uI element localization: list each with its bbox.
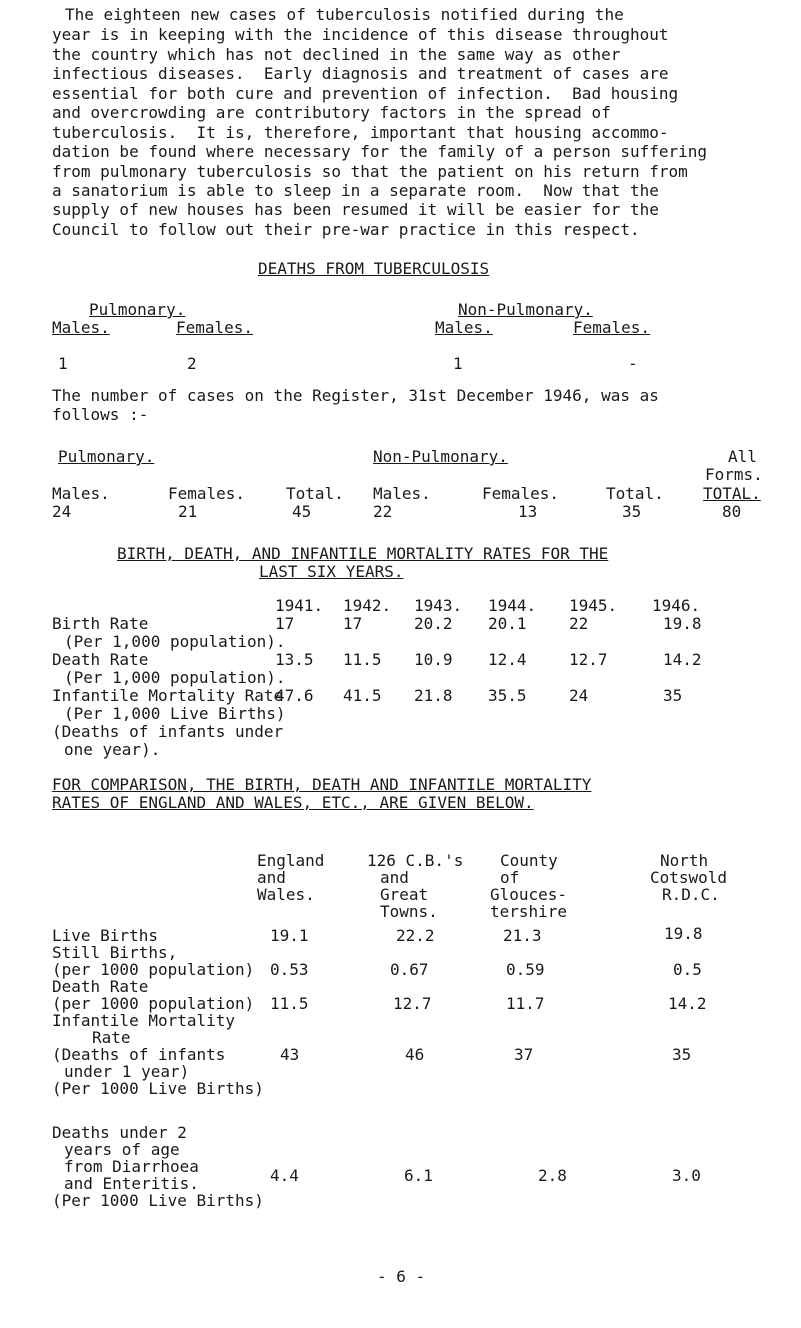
register-header: Females. <box>168 484 246 503</box>
rates-year: 1941. <box>275 596 324 615</box>
pulmonary-males-value: 1 <box>58 354 68 373</box>
rates-year: 1945. <box>569 596 618 615</box>
rates-year: 1946. <box>652 596 701 615</box>
row-label: Still Births, <box>52 943 178 962</box>
row-value: 46 <box>405 1045 425 1064</box>
row-label: (Deaths of infants <box>52 1045 226 1064</box>
register-all-label: All <box>728 447 757 466</box>
column-header-line: Cotswold <box>650 868 728 887</box>
row-label: (Per 1000 Live Births) <box>52 1079 264 1098</box>
infant-rate-value: 35 <box>663 686 683 705</box>
infant-rate-sub: (Per 1,000 Live Births) <box>64 704 286 723</box>
row-value: 19.8 <box>664 924 703 943</box>
birth-rate-value: 20.1 <box>488 614 527 633</box>
row-label: Rate <box>92 1028 131 1047</box>
non-pulmonary-females-label: Females. <box>573 318 651 337</box>
register-header: Males. <box>52 484 110 503</box>
column-header-line: England <box>257 851 325 870</box>
column-header-line: North <box>660 851 709 870</box>
infant-rate-sub: (Deaths of infants under <box>52 722 284 741</box>
non-pulmonary-males-value: 1 <box>453 354 463 373</box>
column-header-line: tershire <box>490 902 568 921</box>
rates-year: 1943. <box>414 596 463 615</box>
row-label: (Per 1000 Live Births) <box>52 1191 264 1210</box>
register-forms-label: Forms. <box>705 465 763 484</box>
death-rate-value: 12.4 <box>488 650 527 669</box>
column-header-line: County <box>500 851 558 870</box>
rates-title: BIRTH, DEATH, AND INFANTILE MORTALITY RATES FOR THE <box>117 544 609 563</box>
register-non-pulmonary-label: Non-Pulmonary. <box>373 447 508 466</box>
death-rate-sub: (Per 1,000 population). <box>64 668 286 687</box>
row-label: from Diarrhoea <box>64 1157 199 1176</box>
death-rate-label: Death Rate <box>52 650 149 669</box>
row-value: 0.59 <box>506 960 545 979</box>
deaths-title: DEATHS FROM TUBERCULOSIS <box>258 259 490 278</box>
paragraph-line: tuberculosis. It is, therefore, important that housing accommo- <box>52 123 669 142</box>
infant-rate-value: 21.8 <box>414 686 453 705</box>
column-header-line: of <box>500 868 520 887</box>
register-header: Total. <box>606 484 664 503</box>
register-header: Total. <box>286 484 344 503</box>
row-value: 35 <box>672 1045 692 1064</box>
birth-rate-value: 17 <box>343 614 363 633</box>
column-header-line: Wales. <box>257 885 315 904</box>
row-value: 22.2 <box>396 926 435 945</box>
birth-rate-value: 20.2 <box>414 614 453 633</box>
row-value: 0.5 <box>673 960 702 979</box>
birth-rate-value: 22 <box>569 614 589 633</box>
row-label: years of age <box>64 1140 180 1159</box>
row-value: 12.7 <box>393 994 432 1013</box>
paragraph-line: The eighteen new cases of tuberculosis notified during the <box>65 5 624 24</box>
paragraph-line: Council to follow out their pre-war practice in this respect. <box>52 220 640 239</box>
register-value: 13 <box>518 502 538 521</box>
register-value: 22 <box>373 502 393 521</box>
infant-rate-value: 47.6 <box>275 686 314 705</box>
birth-rate-value: 17 <box>275 614 295 633</box>
row-value: 21.3 <box>503 926 542 945</box>
infant-rate-label: Infantile Mortality Rate <box>52 686 284 705</box>
row-value: 11.5 <box>270 994 309 1013</box>
register-intro-line: follows :- <box>52 405 149 424</box>
death-rate-value: 13.5 <box>275 650 314 669</box>
register-value: 80 <box>722 502 742 521</box>
register-header: Males. <box>373 484 431 503</box>
row-value: 2.8 <box>538 1166 567 1185</box>
paragraph-line: from pulmonary tuberculosis so that the patient on his return from <box>52 162 688 181</box>
infant-rate-value: 24 <box>569 686 589 705</box>
column-header-line: Great <box>380 885 429 904</box>
column-header-line: and <box>380 868 409 887</box>
paragraph-line: essential for both cure and prevention of infection. Bad housing <box>52 84 679 103</box>
row-label: and Enteritis. <box>64 1174 199 1193</box>
birth-rate-label: Birth Rate <box>52 614 149 633</box>
paragraph-line: year is in keeping with the incidence of this disease throughout <box>52 25 669 44</box>
row-value: 3.0 <box>672 1166 701 1185</box>
row-label: Death Rate <box>52 977 149 996</box>
infant-rate-value: 35.5 <box>488 686 527 705</box>
death-rate-value: 11.5 <box>343 650 382 669</box>
row-label: under 1 year) <box>64 1062 190 1081</box>
non-pulmonary-males-label: Males. <box>435 318 493 337</box>
death-rate-value: 14.2 <box>663 650 702 669</box>
paragraph-line: dation be found where necessary for the family of a person suffering <box>52 142 708 161</box>
rates-year: 1944. <box>488 596 537 615</box>
column-header-line: Towns. <box>380 902 438 921</box>
non-pulmonary-females-value: - <box>628 354 638 373</box>
register-intro-line: The number of cases on the Register, 31st December 1946, was as <box>52 386 659 405</box>
infant-rate-value: 41.5 <box>343 686 382 705</box>
register-pulmonary-label: Pulmonary. <box>58 447 155 466</box>
pulmonary-females-value: 2 <box>187 354 197 373</box>
paragraph-line: a sanatorium is able to sleep in a separate room. Now that the <box>52 181 659 200</box>
row-label: (per 1000 population) <box>52 960 255 979</box>
register-header: TOTAL. <box>703 484 761 503</box>
column-header-line: and <box>257 868 286 887</box>
row-label: Deaths under 2 <box>52 1123 187 1142</box>
birth-rate-sub: (Per 1,000 population). <box>64 632 286 651</box>
register-header: Females. <box>482 484 560 503</box>
register-value: 21 <box>178 502 198 521</box>
pulmonary-females-label: Females. <box>176 318 254 337</box>
rates-title: LAST SIX YEARS. <box>259 562 404 581</box>
row-label: Infantile Mortality <box>52 1011 236 1030</box>
row-label: Live Births <box>52 926 158 945</box>
paragraph-line: supply of new houses has been resumed it will be easier for the <box>52 200 659 219</box>
row-label: (per 1000 population) <box>52 994 255 1013</box>
birth-rate-value: 19.8 <box>663 614 702 633</box>
pulmonary-label: Pulmonary. <box>89 300 186 319</box>
non-pulmonary-label: Non-Pulmonary. <box>458 300 593 319</box>
comparison-title: RATES OF ENGLAND AND WALES, ETC., ARE GIVEN BELOW. <box>52 793 534 812</box>
death-rate-value: 10.9 <box>414 650 453 669</box>
row-value: 11.7 <box>506 994 545 1013</box>
paragraph-line: infectious diseases. Early diagnosis and treatment of cases are <box>52 64 669 83</box>
row-value: 6.1 <box>404 1166 433 1185</box>
row-value: 0.53 <box>270 960 309 979</box>
row-value: 19.1 <box>270 926 309 945</box>
register-value: 35 <box>622 502 642 521</box>
column-header-line: R.D.C. <box>662 885 720 904</box>
row-value: 4.4 <box>270 1166 299 1185</box>
infant-rate-sub: one year). <box>64 740 161 759</box>
page-number: - 6 - <box>377 1267 426 1286</box>
pulmonary-males-label: Males. <box>52 318 110 337</box>
row-value: 14.2 <box>668 994 707 1013</box>
register-value: 45 <box>292 502 312 521</box>
row-value: 37 <box>514 1045 534 1064</box>
comparison-title: FOR COMPARISON, THE BIRTH, DEATH AND INFANTILE MORTALITY <box>52 775 592 794</box>
row-value: 0.67 <box>390 960 429 979</box>
column-header-line: 126 C.B.'s <box>367 851 464 870</box>
paragraph-line: the country which has not declined in the same way as other <box>52 45 621 64</box>
register-value: 24 <box>52 502 72 521</box>
death-rate-value: 12.7 <box>569 650 608 669</box>
paragraph-line: and overcrowding are contributory factors in the spread of <box>52 103 611 122</box>
column-header-line: Glouces- <box>490 885 568 904</box>
rates-year: 1942. <box>343 596 392 615</box>
row-value: 43 <box>280 1045 300 1064</box>
